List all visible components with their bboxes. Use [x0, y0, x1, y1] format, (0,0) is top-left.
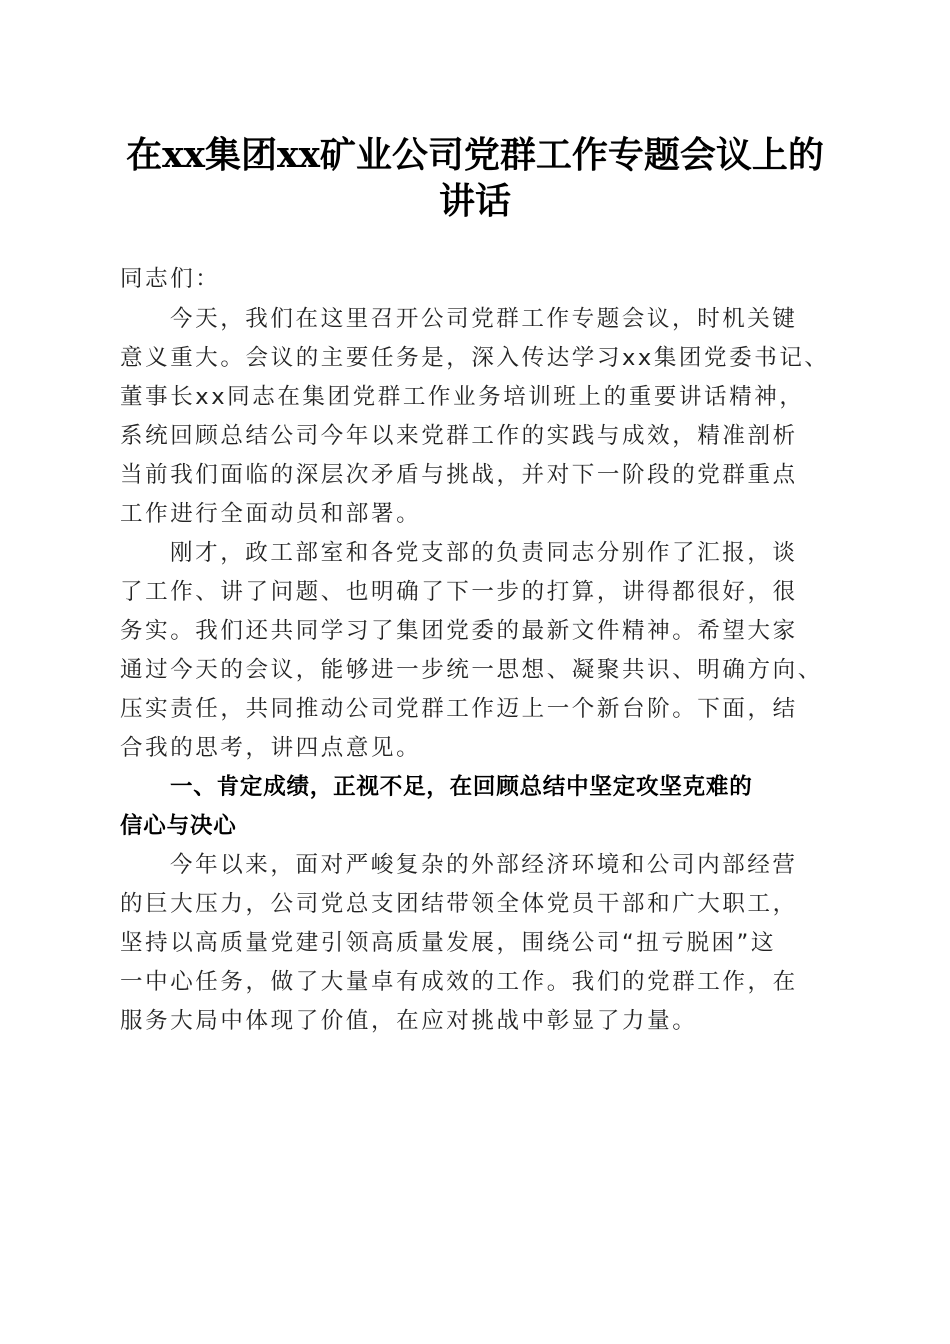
- paragraph-line: 刚才，政工部室和各党支部的负责同志分别作了汇报，谈: [170, 540, 798, 566]
- paragraph-achievements: [120, 846, 840, 1041]
- paragraph-line: 今天，我们在这里召开公司党群工作专题会议，时机关键: [170, 306, 798, 332]
- paragraph-line: 了工作、讲了问题、也明确了下一步的打算，讲得都很好，很: [120, 579, 798, 605]
- paragraph-line: 服务大局中体现了价值，在应对挑战中彰显了力量。: [120, 1008, 698, 1034]
- title-line: 在xx集团xx矿业公司党群工作专题会议上的: [126, 134, 824, 176]
- paragraph-line: 合我的思考，讲四点意见。: [120, 735, 422, 761]
- document-title: [100, 132, 850, 224]
- paragraph-reports: [120, 534, 840, 768]
- paragraph-line: 一中心任务，做了大量卓有成效的工作。我们的党群工作，在: [120, 969, 798, 995]
- paragraph-line: 通过今天的会议，能够进一步统一思想、凝聚共识、明确方向、: [120, 657, 823, 683]
- paragraph-line: 坚持以高质量党建引领高质量发展，围绕公司“扭亏脱困”这: [120, 930, 777, 956]
- paragraph-line: 今年以来，面对严峻复杂的外部经济环境和公司内部经营: [170, 852, 798, 878]
- paragraph-line: 的巨大压力，公司党总支团结带领全体党员干部和广大职工，: [120, 891, 798, 917]
- paragraph-line: 当前我们面临的深层次矛盾与挑战，并对下一阶段的党群重点: [120, 462, 798, 488]
- heading-line: 一、肯定成绩，正视不足，在回顾总结中坚定攻坚克难的: [170, 774, 753, 800]
- heading-line: 信心与决心: [120, 813, 237, 839]
- paragraph-line: 意义重大。会议的主要任务是，深入传达学习xx集团党委书记、: [120, 345, 830, 371]
- paragraph-line: 务实。我们还共同学习了集团党委的最新文件精神。希望大家: [120, 618, 798, 644]
- greeting: 同志们：: [120, 266, 221, 292]
- section-heading-1: [120, 768, 840, 846]
- paragraph-line: 压实责任，共同推动公司党群工作迈上一个新台阶。下面，结: [120, 696, 798, 722]
- paragraph-line: 系统回顾总结公司今年以来党群工作的实践与成效，精准剖析: [120, 423, 798, 449]
- paragraph-opening: [120, 300, 840, 534]
- speech-body: [120, 260, 840, 1041]
- paragraph-line: 董事长xx同志在集团党群工作业务培训班上的重要讲话精神，: [120, 384, 805, 410]
- paragraph-line: 工作进行全面动员和部署。: [120, 501, 422, 527]
- title-line: 讲话: [438, 180, 511, 222]
